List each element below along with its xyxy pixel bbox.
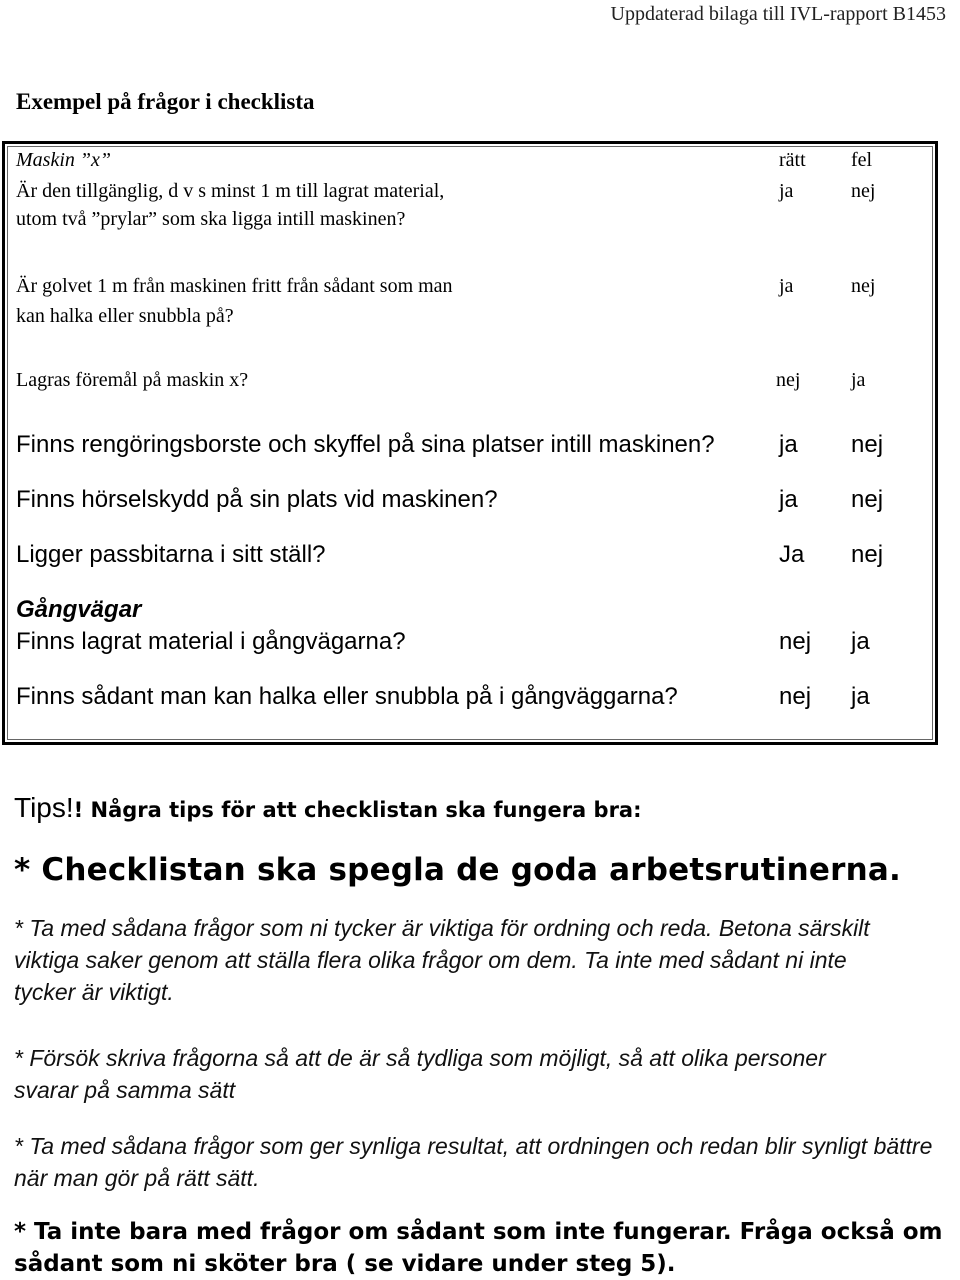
question-3-correct-answer: nej bbox=[776, 369, 801, 391]
question-5-correct-answer: ja bbox=[779, 486, 798, 513]
question-2-line-1: Är golvet 1 m från maskinen fritt från sådant som man bbox=[16, 275, 453, 297]
tip-3: * Försök skriva frågorna så att de är så tydliga som möjligt, så att olika personer svarar på samma sätt bbox=[14, 1045, 826, 1103]
tips-label: Tips! bbox=[14, 792, 74, 823]
question-8: Finns sådant man kan halka eller snubbla på i gångväggarna? bbox=[16, 683, 678, 710]
question-7: Finns lagrat material i gångvägarna? bbox=[16, 628, 406, 655]
question-7-correct-answer: nej bbox=[779, 628, 812, 655]
question-6: Ligger passbitarna i sitt ställ? bbox=[16, 541, 326, 568]
tip-1: * Checklistan ska spegla de goda arbetsrutinerna. bbox=[14, 852, 901, 888]
tips-heading-text: ! Några tips för att checklistan ska fungera bra: bbox=[73, 798, 642, 822]
question-2-correct-answer: ja bbox=[779, 275, 794, 297]
question-4-wrong-answer: nej bbox=[851, 431, 884, 458]
question-6-wrong-answer: nej bbox=[851, 541, 884, 568]
question-2-line-2: kan halka eller snubbla på? bbox=[16, 305, 234, 327]
walkways-heading: Gångvägar bbox=[16, 596, 142, 623]
question-2-wrong-answer: nej bbox=[851, 275, 876, 297]
question-1-correct-answer: ja bbox=[779, 180, 794, 202]
question-1-line-1: Är den tillgänglig, d v s minst 1 m till lagrat material, bbox=[16, 180, 445, 202]
question-4-correct-answer: ja bbox=[779, 431, 798, 458]
question-4: Finns rengöringsborste och skyffel på sina platser intill maskinen? bbox=[16, 431, 715, 458]
tip-4: * Ta med sådana frågor som ger synliga resultat, att ordningen och redan blir synligt bättre när man gör på rätt sätt. bbox=[14, 1133, 933, 1191]
page-header: Uppdaterad bilaga till IVL-rapport B1453 bbox=[610, 3, 946, 25]
question-3-wrong-answer: ja bbox=[851, 369, 866, 391]
question-5-wrong-answer: nej bbox=[851, 486, 884, 513]
column-header-correct: rätt bbox=[779, 149, 806, 171]
question-6-correct-answer: Ja bbox=[779, 541, 805, 568]
question-5: Finns hörselskydd på sin plats vid maskinen? bbox=[16, 486, 498, 513]
question-8-correct-answer: nej bbox=[779, 683, 812, 710]
question-1-wrong-answer: nej bbox=[851, 180, 876, 202]
tips-heading bbox=[14, 792, 954, 824]
question-8-wrong-answer: ja bbox=[851, 683, 870, 710]
question-7-wrong-answer: ja bbox=[851, 628, 870, 655]
machine-heading: Maskin ”x” bbox=[16, 149, 111, 171]
question-3: Lagras föremål på maskin x? bbox=[16, 369, 249, 391]
question-1-line-2: utom två ”prylar” som ska ligga intill maskinen? bbox=[16, 208, 406, 230]
column-header-wrong: fel bbox=[851, 149, 873, 171]
tip-2: * Ta med sådana frågor som ni tycker är viktiga för ordning och reda. Betona särskilt viktiga saker genom att ställa flera olika frågor om dem. Ta inte med sådant ni inte tycker är viktigt. bbox=[14, 915, 870, 1005]
section-title: Exempel på frågor i checklista bbox=[16, 89, 315, 114]
tip-5: * Ta inte bara med frågor om sådant som inte fungerar. Fråga också om sådant som ni sköter bra ( se vidare under steg 5). bbox=[14, 1219, 943, 1277]
